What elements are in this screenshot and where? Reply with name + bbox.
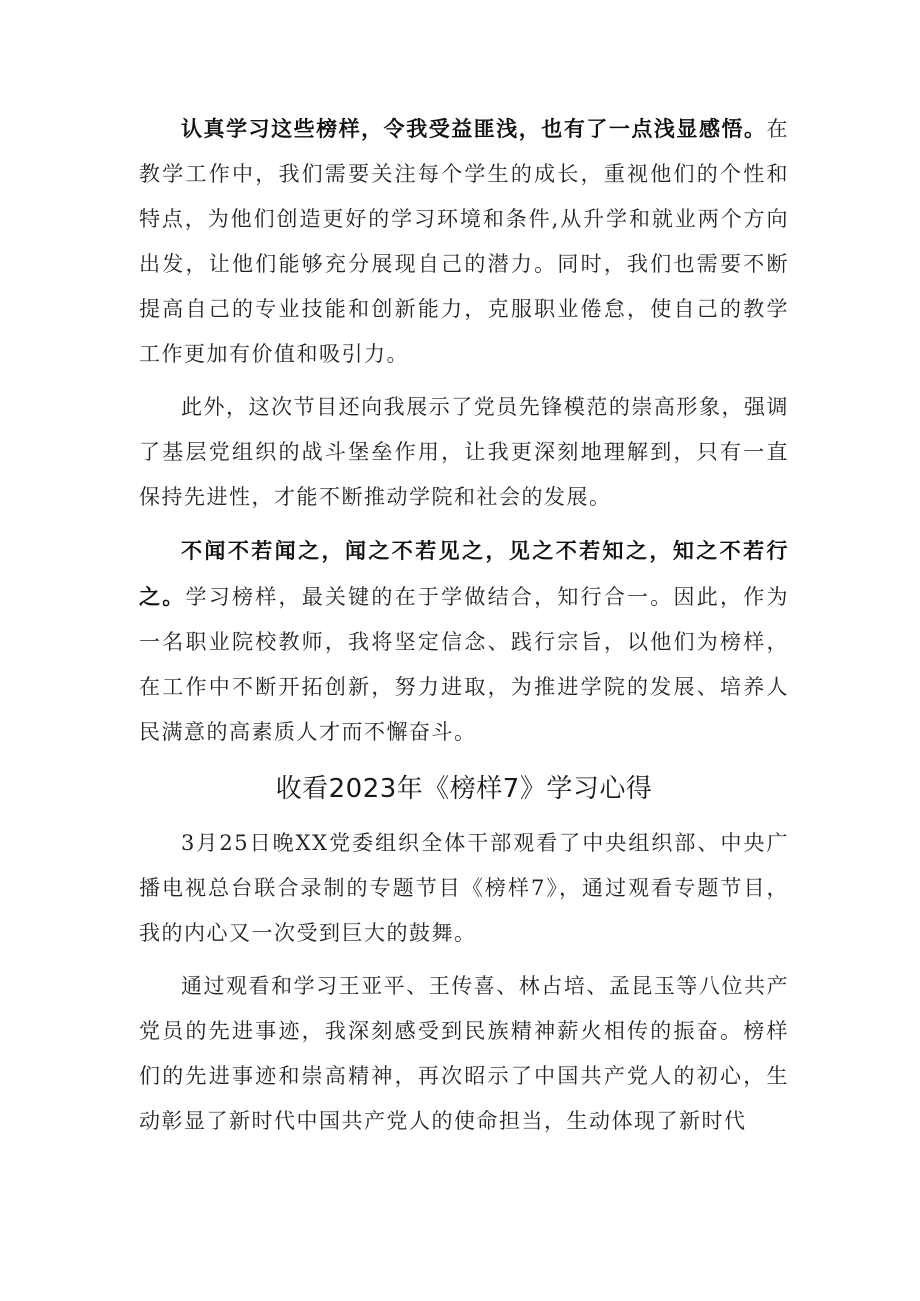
- paragraph-party-image: 此外，这次节目还向我展示了党员先锋模范的崇高形象，强调了基层党组织的战斗堡垒作用，让我更深刻地理解到，只有一直保持先进性，才能不断推动学院和社会的发展。: [139, 395, 789, 509]
- paragraph-lead-bold: 不闻不若闻之，闻之不若见之，见之不若知之，知之不若行之。: [139, 538, 789, 609]
- paragraph-reflection: [139, 106, 789, 377]
- paragraph-role-models: 通过观看和学习王亚平、王传喜、林占培、孟昆玉等八位共产党员的先进事迹，我深刻感受到民族精神薪火相传的振奋。榜样们的先进事迹和崇高精神，再次昭示了中国共产党人的初心，生动彰显了新时代中国共产党人的使命担当，生动体现了新时代: [139, 974, 789, 1133]
- section-title: 收看2023年《榜样7》学习心得: [275, 774, 653, 804]
- paragraph-lead-bold: 认真学习这些榜样，令我受益匪浅，也有了一点浅显感悟。: [181, 116, 767, 141]
- paragraph-intro: 3月25日晚XX党委组织全体干部观看了中央组织部、中央广播电视总台联合录制的专题节目《榜样7》，通过观看专题节目，我的内心又一次受到巨大的鼓舞。: [139, 831, 789, 945]
- paragraph-text: 学习榜样，最关键的在于学做结合，知行合一。因此，作为一名职业院校教师，我将坚定信念、践行宗旨，以他们为榜样，在工作中不断开拓创新，努力进取，为推进学院的发展、培养人民满意的高素质人才而不懈奋斗。: [139, 585, 790, 744]
- paragraph-action: [139, 528, 789, 755]
- document-body: [139, 106, 789, 1144]
- paragraph-text: 在教学工作中，我们需要关注每个学生的成长，重视他们的个性和特点，为他们创造更好的学习环境和条件,从升学和就业两个方向出发，让他们能够充分展现自己的潜力。同时，我们也需要不断提高自己的专业技能和创新能力，克服职业倦怠，使自己的教学工作更加有价值和吸引力。: [139, 117, 789, 366]
